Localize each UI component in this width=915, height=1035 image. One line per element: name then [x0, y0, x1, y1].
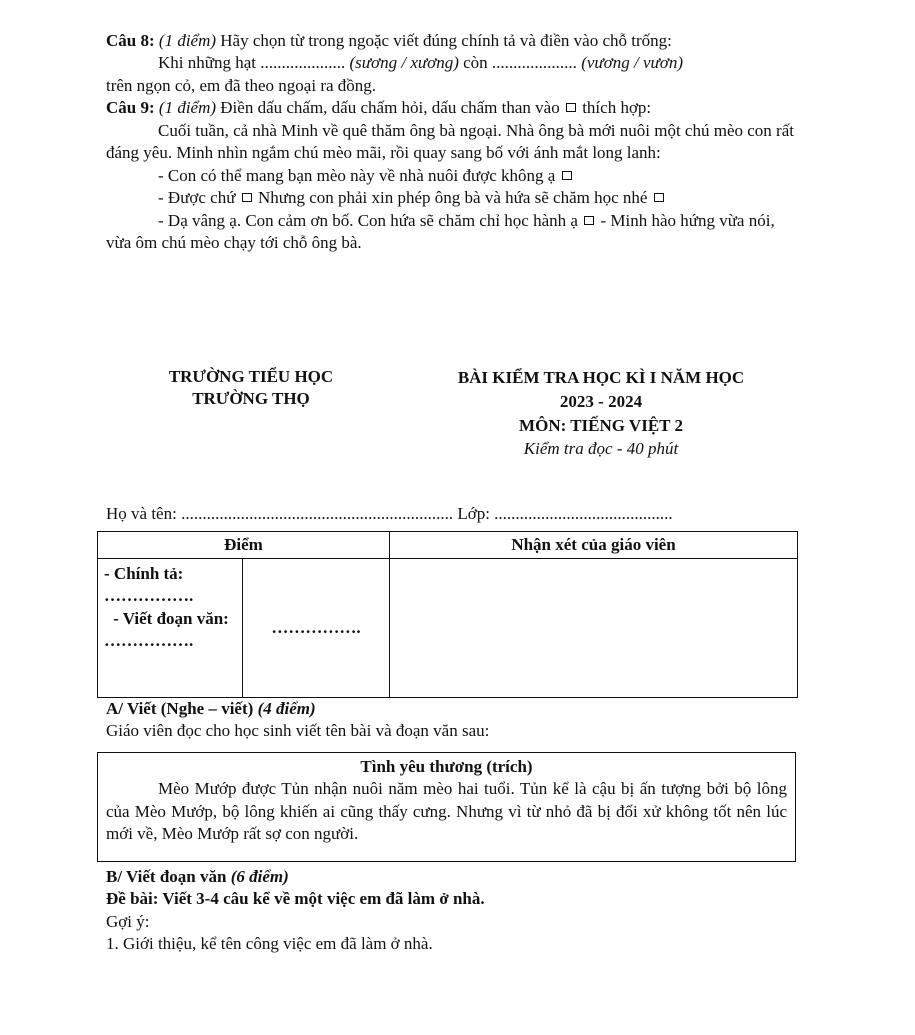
blank-box-icon[interactable]	[566, 103, 576, 112]
blank-box-icon[interactable]	[242, 193, 252, 202]
chinh-ta-score[interactable]: …………….	[104, 586, 194, 606]
dialogue-2a-text: - Được chứ	[158, 188, 236, 208]
hint-label: Gợi ý:	[106, 911, 150, 931]
blank-box-icon[interactable]	[654, 193, 664, 202]
q8-label: Câu 8:	[106, 31, 155, 50]
q9-points: (1 điểm)	[158, 98, 217, 118]
viet-doan-van-score[interactable]: …………….	[104, 631, 194, 651]
questions-block	[106, 30, 802, 254]
chinh-ta-label: - Chính tả:	[104, 564, 184, 583]
q9-text: Điền dấu chấm, dấu chấm hỏi, dấu chấm than vào	[216, 98, 560, 118]
q9-text-end: thích hợp:	[582, 98, 652, 118]
q8-fill-b: còn ....................	[458, 53, 582, 73]
comment-header: Nhận xét của giáo viên	[390, 532, 798, 559]
exam-header	[106, 366, 802, 476]
question-9	[106, 97, 802, 119]
q9-label: Câu 9:	[106, 98, 155, 118]
blank-box-icon[interactable]	[562, 171, 572, 180]
dictation-passage	[97, 752, 796, 862]
blank-box-icon[interactable]	[584, 216, 594, 225]
q8-line2: trên ngọn cỏ, em đã theo ngoại ra đồng.	[106, 75, 377, 95]
q8-option-2: (vương / vươn)	[581, 53, 684, 73]
score-header: Điểm	[98, 532, 390, 559]
dialogue-1-text: - Con có thể mang bạn mèo này về nhà nuôi được không ạ	[158, 165, 556, 185]
section-b-points: (6 điểm)	[226, 867, 289, 886]
section-b-prompt: Đề bài: Viết 3-4 câu kể về một việc em đã làm ở nhà.	[106, 889, 485, 909]
section-b	[106, 866, 802, 956]
q8-fill-a: Khi những hạt ....................	[158, 53, 350, 73]
section-b-title	[106, 866, 802, 888]
question-8	[106, 30, 802, 52]
section-b-heading: B/ Viết đoạn văn	[106, 867, 227, 886]
school-name	[106, 366, 396, 411]
section-a-heading: A/ Viết (Nghe – viết)	[106, 699, 254, 718]
dialogue-3b-text: - Minh hào hứng vừa nói, vừa ôm chú mèo chạy tới chỗ ông bà.	[106, 210, 775, 252]
total-score[interactable]: …………….	[243, 559, 390, 698]
section-a-points: (4 điểm)	[253, 699, 316, 718]
dialogue-3	[106, 210, 802, 255]
school-line-1: TRƯỜNG TIỂU HỌC	[168, 367, 334, 386]
q8-fill-line	[106, 52, 802, 74]
passage-title: Tình yêu thương (trích)	[360, 757, 533, 776]
school-line-2: TRƯỜNG THỌ	[192, 389, 310, 409]
q9-paragraph: Cuối tuần, cả nhà Minh về quê thăm ông bà ngoại. Nhà ông bà mới nuôi một chú mèo con rất đáng yêu. Minh nhìn ngắm chú mèo mãi, rồi quay sang bố với ánh mắt long lanh:	[106, 120, 794, 163]
passage-body: Mèo Mướp được Tủn nhận nuôi năm mèo hai tuổi. Tủn kể là cậu bị ấn tượng bởi bộ lông của Mèo Mướp, bộ lông khiến ai cũng thấy cưng. Nhưng vì từ nhỏ đã bị đối xử không tốt nên lúc mới về, Mèo Mướp rất sợ con người.	[106, 779, 787, 844]
score-table	[97, 531, 798, 698]
dialogue-1	[106, 165, 802, 187]
student-name-line[interactable]: Họ và tên: ................................................................ Lớp: ..........................................	[106, 504, 673, 523]
exam-line-2: 2023 - 2024	[559, 391, 643, 411]
exam-line-1: BÀI KIỂM TRA HỌC KÌ I NĂM HỌC	[457, 368, 745, 387]
exam-duration: Kiểm tra đọc - 40 phút	[523, 439, 679, 459]
section-a-title	[106, 698, 802, 720]
viet-doan-van-label: - Viết đoạn văn:	[113, 608, 229, 628]
exam-title	[400, 366, 802, 461]
teacher-comment-area[interactable]	[390, 559, 798, 698]
q8-points: (1 điểm)	[158, 31, 217, 50]
dialogue-2b-text: Nhưng con phải xin phép ông bà và hứa sẽ chăm học nhé	[257, 188, 648, 208]
dialogue-3a-text: - Dạ vâng ạ. Con cảm ơn bố. Con hứa sẽ chăm chỉ học hành ạ	[158, 210, 578, 230]
dialogue-2	[106, 187, 802, 209]
section-a-instruction: Giáo viên đọc cho học sinh viết tên bài và đoạn văn sau:	[106, 721, 490, 741]
hint-1: 1. Giới thiệu, kể tên công việc em đã làm ở nhà.	[106, 934, 433, 954]
score-breakdown	[98, 559, 243, 698]
exam-subject: MÔN: TIẾNG VIỆT 2	[519, 415, 683, 435]
q8-text: Hãy chọn từ trong ngoặc viết đúng chính tả và điền vào chỗ trống:	[216, 31, 672, 50]
section-a	[106, 698, 802, 743]
q8-option-1: (sương / xương)	[349, 53, 459, 73]
